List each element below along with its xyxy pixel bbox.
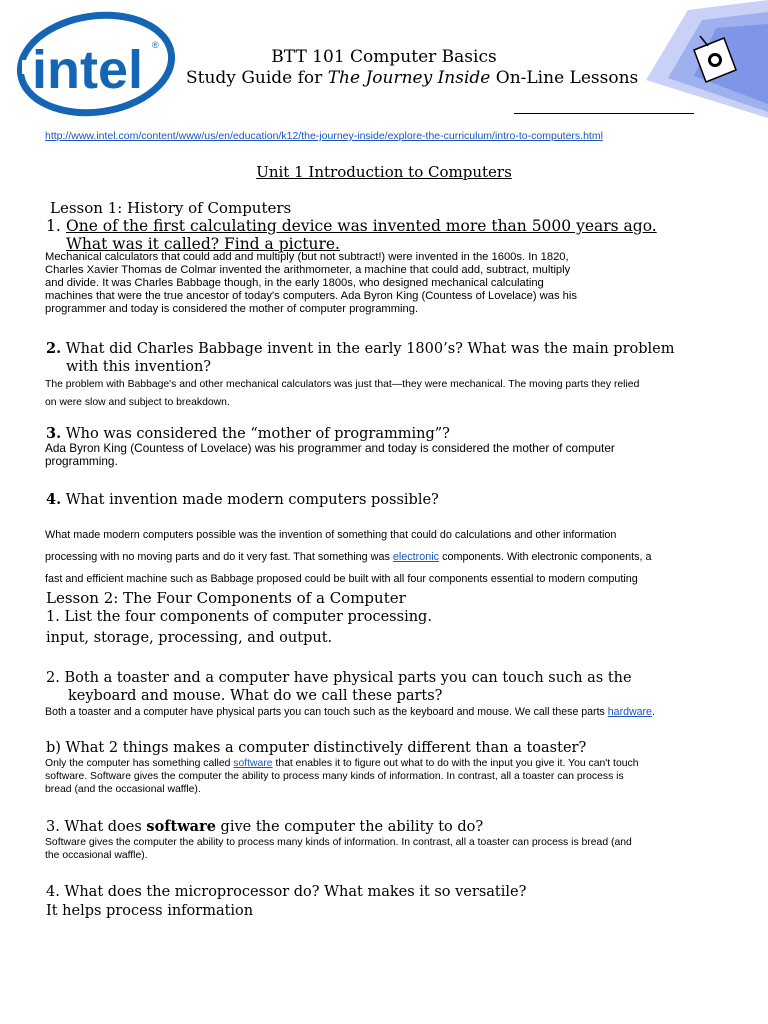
electronic-link[interactable]: electronic — [392, 551, 440, 563]
l1-q2-text: 2. What did Charles Babbage invent in the early 1800’s? What was the main problem — [46, 340, 675, 357]
document-subtitle: Study Guide for The Journey Inside On-Line Lessons — [186, 68, 639, 88]
l2-q1-text: 1. List the four components of computer processing. — [46, 609, 432, 625]
l2-q2-answer: Both a toaster and a computer have physical parts you can touch such as the keyboard and mouse. We call these parts hardware. — [45, 706, 655, 718]
l1-q3-text: 3. Who was considered the “mother of programming”? — [46, 425, 450, 442]
l1-q1-answer: Mechanical calculators that could add and multiply (but not subtract!) were invented in the 1600s. In 1820, Charles Xavier Thomas de Colmar invented the arithmometer, a machine that could add, subtract, multiply and divide. It was Charles Babbage though, in the early 1800s, who designed mechanical calculating machines that were the true ancestor of today's computers. Ada Byron King (Countess of Lovelace) was his programmer and today is considered the mother of computer programming. — [45, 251, 577, 315]
l2-q4-text: 4. What does the microprocessor do? What makes it so versatile? — [46, 884, 527, 900]
software-link[interactable]: software — [233, 758, 273, 769]
l2-q4-answer: It helps process information — [46, 903, 254, 919]
l1-q3-answer: Ada Byron King (Countess of Lovelace) was his programmer and today is considered the mother of computer programming. — [45, 441, 615, 468]
curriculum-link[interactable]: http://www.intel.com/content/www/us/en/education/k12/the-journey-inside/explore-the-curriculum/intro-to-computers.html — [45, 130, 603, 142]
l2-q2-text-line2: keyboard and mouse. What do we call these parts? — [68, 688, 443, 704]
l2-q2b-text: b) What 2 things makes a computer distinctively different than a toaster? — [46, 740, 587, 756]
intel-logo-text: intel — [32, 40, 144, 100]
l1-q1-text-line1: One of the first calculating device was invented more than 5000 years ago. — [66, 217, 657, 235]
svg-text:®: ® — [152, 40, 159, 50]
l1-q2-answer: The problem with Babbage's and other mechanical calculators was just that—they were mechanical. The moving parts they relied on were slow and subject to breakdown. — [45, 379, 640, 408]
lesson1-heading: Lesson 1: History of Computers — [50, 199, 292, 217]
name-blank-line — [514, 113, 694, 114]
l1-q4-answer: What made modern computers possible was the invention of something that could do calculations and other information processing with no moving parts and do it very fast. That something was electronic components. With electronic components, a fast and efficient machine such as Babbage proposed could be built with all four components essential to modern computing — [45, 529, 652, 585]
lesson2-heading: Lesson 2: The Four Components of a Computer — [46, 589, 406, 607]
document-title: BTT 101 Computer Basics — [271, 47, 497, 67]
l2-q1-answer: input, storage, processing, and output. — [46, 630, 333, 646]
hardware-link[interactable]: hardware — [607, 706, 652, 718]
l2-q2-text-line1: 2. Both a toaster and a computer have physical parts you can touch such as the — [46, 670, 632, 686]
l2-q3-answer: Software gives the computer the ability to process many kinds of information. In contrast, all a toaster can process is bread (and the occasional waffle). — [45, 837, 632, 861]
l2-q2b-answer: Only the computer has something called software that enables it to figure out what to do with the input you give it. You can't touch software. Software gives the computer the ability to process many kinds of information. In contrast, all a toaster can process is bread (and the occasional waffle). — [45, 758, 639, 795]
l1-q4-text: 4. What invention made modern computers possible? — [46, 491, 439, 508]
l2-q3-text: 3. What does software give the computer the ability to do? — [46, 818, 484, 835]
l1-q1-text-line2: What was it called? Find a picture. — [66, 235, 340, 253]
l1-q2-text-line2: with this invention? — [66, 359, 212, 375]
unit-title: Unit 1 Introduction to Computers — [256, 163, 512, 181]
l1-q1-number: 1. — [46, 217, 61, 235]
